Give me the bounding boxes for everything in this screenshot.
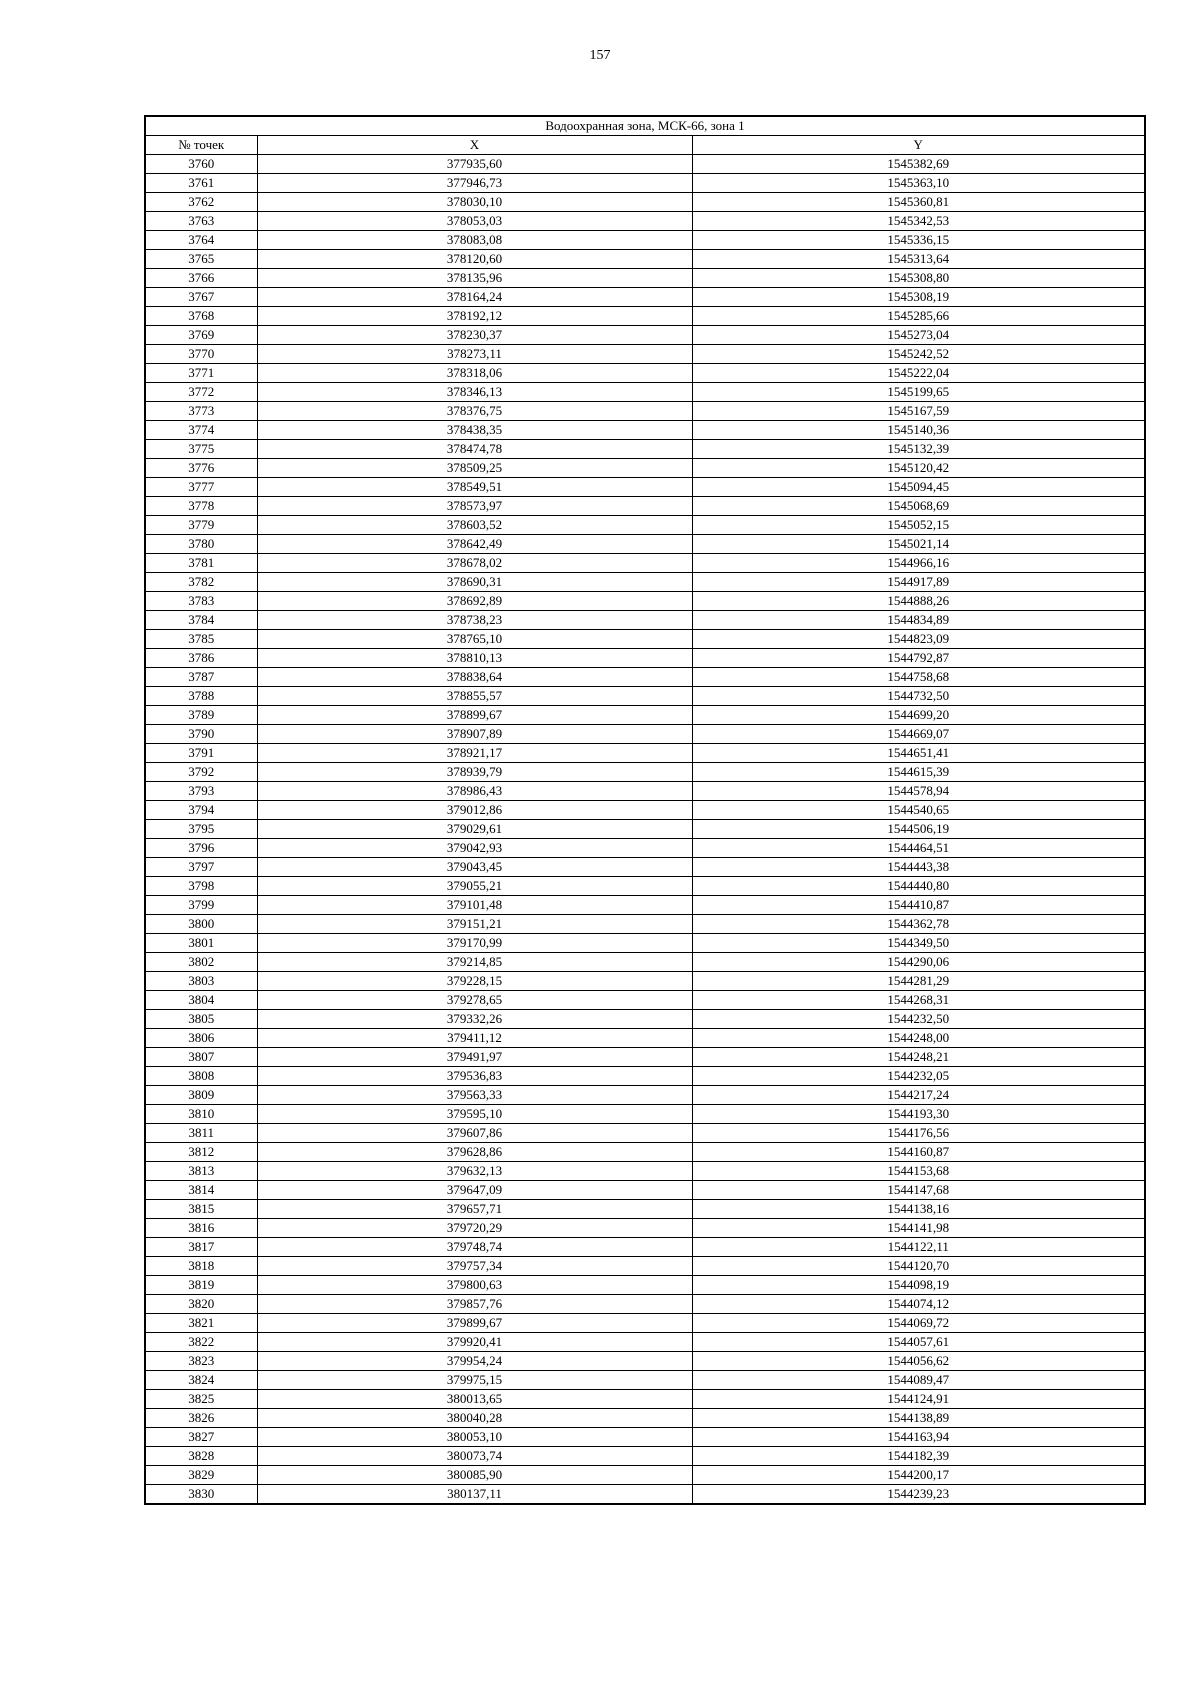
cell-y: 1545285,66 [692, 307, 1145, 326]
cell-point-number: 3816 [145, 1219, 257, 1238]
table-row [145, 877, 1145, 896]
table-row [145, 1219, 1145, 1238]
cell-x: 378838,64 [257, 668, 692, 687]
table-row [145, 573, 1145, 592]
page-number: 157 [589, 48, 611, 63]
cell-point-number: 3768 [145, 307, 257, 326]
cell-x: 379055,21 [257, 877, 692, 896]
cell-x: 377935,60 [257, 155, 692, 174]
cell-x: 378376,75 [257, 402, 692, 421]
cell-point-number: 3815 [145, 1200, 257, 1219]
cell-x: 379857,76 [257, 1295, 692, 1314]
cell-y: 1544232,50 [692, 1010, 1145, 1029]
table-row [145, 1238, 1145, 1257]
cell-x: 379954,24 [257, 1352, 692, 1371]
cell-point-number: 3772 [145, 383, 257, 402]
cell-y: 1544440,80 [692, 877, 1145, 896]
table-caption: Водоохранная зона, МСК-66, зона 1 [145, 116, 1145, 136]
cell-y: 1544268,31 [692, 991, 1145, 1010]
cell-point-number: 3800 [145, 915, 257, 934]
cell-y: 1544290,06 [692, 953, 1145, 972]
cell-x: 379647,09 [257, 1181, 692, 1200]
cell-point-number: 3811 [145, 1124, 257, 1143]
cell-point-number: 3806 [145, 1029, 257, 1048]
cell-x: 378164,24 [257, 288, 692, 307]
cell-y: 1545242,52 [692, 345, 1145, 364]
cell-point-number: 3794 [145, 801, 257, 820]
table-row [145, 744, 1145, 763]
cell-y: 1544089,47 [692, 1371, 1145, 1390]
cell-x: 379491,97 [257, 1048, 692, 1067]
cell-y: 1544074,12 [692, 1295, 1145, 1314]
cell-x: 378135,96 [257, 269, 692, 288]
cell-point-number: 3805 [145, 1010, 257, 1029]
table-row [145, 402, 1145, 421]
table-row [145, 288, 1145, 307]
cell-point-number: 3809 [145, 1086, 257, 1105]
cell-x: 379975,15 [257, 1371, 692, 1390]
cell-x: 379720,29 [257, 1219, 692, 1238]
table-row [145, 535, 1145, 554]
table-row [145, 1428, 1145, 1447]
cell-y: 1545132,39 [692, 440, 1145, 459]
table-header-row [145, 136, 1145, 155]
cell-x: 379043,45 [257, 858, 692, 877]
cell-point-number: 3822 [145, 1333, 257, 1352]
cell-point-number: 3828 [145, 1447, 257, 1466]
table-row [145, 1200, 1145, 1219]
cell-point-number: 3792 [145, 763, 257, 782]
cell-x: 379920,41 [257, 1333, 692, 1352]
table-row [145, 991, 1145, 1010]
cell-y: 1544834,89 [692, 611, 1145, 630]
table-row [145, 269, 1145, 288]
cell-point-number: 3775 [145, 440, 257, 459]
cell-y: 1544122,11 [692, 1238, 1145, 1257]
cell-point-number: 3776 [145, 459, 257, 478]
table-row [145, 421, 1145, 440]
table-row [145, 687, 1145, 706]
cell-y: 1545140,36 [692, 421, 1145, 440]
cell-y: 1544120,70 [692, 1257, 1145, 1276]
cell-y: 1545222,04 [692, 364, 1145, 383]
coordinates-table [144, 115, 1146, 1505]
cell-point-number: 3774 [145, 421, 257, 440]
cell-x: 377946,73 [257, 174, 692, 193]
cell-point-number: 3803 [145, 972, 257, 991]
cell-x: 378273,11 [257, 345, 692, 364]
column-header-x: X [257, 136, 692, 155]
table-row [145, 1295, 1145, 1314]
cell-x: 380040,28 [257, 1409, 692, 1428]
cell-point-number: 3801 [145, 934, 257, 953]
cell-point-number: 3825 [145, 1390, 257, 1409]
table-row [145, 516, 1145, 535]
cell-y: 1544506,19 [692, 820, 1145, 839]
cell-y: 1544056,62 [692, 1352, 1145, 1371]
cell-x: 380073,74 [257, 1447, 692, 1466]
table-row [145, 250, 1145, 269]
cell-point-number: 3789 [145, 706, 257, 725]
cell-point-number: 3823 [145, 1352, 257, 1371]
cell-point-number: 3793 [145, 782, 257, 801]
table-row [145, 934, 1145, 953]
table-row [145, 307, 1145, 326]
cell-y: 1544069,72 [692, 1314, 1145, 1333]
cell-x: 378692,89 [257, 592, 692, 611]
table-row [145, 174, 1145, 193]
cell-y: 1545342,53 [692, 212, 1145, 231]
cell-y: 1544410,87 [692, 896, 1145, 915]
cell-x: 378690,31 [257, 573, 692, 592]
cell-y: 1545308,80 [692, 269, 1145, 288]
cell-x: 378053,03 [257, 212, 692, 231]
table-row [145, 763, 1145, 782]
table-row [145, 820, 1145, 839]
cell-x: 380013,65 [257, 1390, 692, 1409]
column-header-point-number: № точек [145, 136, 257, 155]
cell-point-number: 3813 [145, 1162, 257, 1181]
table-row [145, 782, 1145, 801]
cell-point-number: 3769 [145, 326, 257, 345]
cell-x: 378642,49 [257, 535, 692, 554]
cell-x: 378986,43 [257, 782, 692, 801]
cell-x: 379607,86 [257, 1124, 692, 1143]
cell-point-number: 3817 [145, 1238, 257, 1257]
cell-x: 378120,60 [257, 250, 692, 269]
cell-y: 1544182,39 [692, 1447, 1145, 1466]
table-row [145, 212, 1145, 231]
cell-x: 378318,06 [257, 364, 692, 383]
table-row [145, 1485, 1145, 1505]
cell-y: 1545360,81 [692, 193, 1145, 212]
cell-point-number: 3773 [145, 402, 257, 421]
cell-x: 378939,79 [257, 763, 692, 782]
cell-x: 378855,57 [257, 687, 692, 706]
cell-y: 1544176,56 [692, 1124, 1145, 1143]
cell-y: 1544193,30 [692, 1105, 1145, 1124]
table-row [145, 1352, 1145, 1371]
cell-point-number: 3780 [145, 535, 257, 554]
cell-point-number: 3771 [145, 364, 257, 383]
table-row [145, 231, 1145, 250]
cell-point-number: 3829 [145, 1466, 257, 1485]
cell-point-number: 3762 [145, 193, 257, 212]
table-row [145, 1067, 1145, 1086]
cell-y: 1544464,51 [692, 839, 1145, 858]
cell-y: 1544699,20 [692, 706, 1145, 725]
cell-point-number: 3779 [145, 516, 257, 535]
cell-x: 379278,65 [257, 991, 692, 1010]
table-row [145, 1010, 1145, 1029]
cell-y: 1544248,21 [692, 1048, 1145, 1067]
table-row [145, 649, 1145, 668]
table-row [145, 1390, 1145, 1409]
table-row [145, 383, 1145, 402]
table-row [145, 668, 1145, 687]
cell-y: 1544732,50 [692, 687, 1145, 706]
cell-y: 1544917,89 [692, 573, 1145, 592]
cell-x: 379595,10 [257, 1105, 692, 1124]
cell-point-number: 3804 [145, 991, 257, 1010]
cell-point-number: 3821 [145, 1314, 257, 1333]
cell-y: 1544823,09 [692, 630, 1145, 649]
cell-x: 379332,26 [257, 1010, 692, 1029]
table-row [145, 1409, 1145, 1428]
table-row [145, 1162, 1145, 1181]
cell-y: 1544758,68 [692, 668, 1145, 687]
cell-y: 1545199,65 [692, 383, 1145, 402]
cell-point-number: 3796 [145, 839, 257, 858]
cell-x: 378573,97 [257, 497, 692, 516]
table-row [145, 915, 1145, 934]
cell-y: 1544232,05 [692, 1067, 1145, 1086]
cell-point-number: 3767 [145, 288, 257, 307]
cell-x: 378083,08 [257, 231, 692, 250]
cell-point-number: 3820 [145, 1295, 257, 1314]
cell-x: 379101,48 [257, 896, 692, 915]
cell-point-number: 3827 [145, 1428, 257, 1447]
table-row [145, 801, 1145, 820]
cell-x: 379151,21 [257, 915, 692, 934]
cell-point-number: 3808 [145, 1067, 257, 1086]
table-row [145, 1333, 1145, 1352]
cell-x: 379170,99 [257, 934, 692, 953]
cell-y: 1544443,38 [692, 858, 1145, 877]
cell-point-number: 3819 [145, 1276, 257, 1295]
table-row [145, 1314, 1145, 1333]
cell-y: 1544362,78 [692, 915, 1145, 934]
cell-y: 1544200,17 [692, 1466, 1145, 1485]
cell-point-number: 3824 [145, 1371, 257, 1390]
cell-x: 379632,13 [257, 1162, 692, 1181]
table-row [145, 1371, 1145, 1390]
cell-point-number: 3795 [145, 820, 257, 839]
cell-y: 1544888,26 [692, 592, 1145, 611]
table-row [145, 1447, 1145, 1466]
cell-point-number: 3818 [145, 1257, 257, 1276]
cell-point-number: 3770 [145, 345, 257, 364]
cell-x: 378678,02 [257, 554, 692, 573]
table-caption-row [145, 116, 1145, 136]
cell-y: 1545308,19 [692, 288, 1145, 307]
table-row [145, 1105, 1145, 1124]
cell-y: 1544349,50 [692, 934, 1145, 953]
cell-y: 1544141,98 [692, 1219, 1145, 1238]
cell-point-number: 3785 [145, 630, 257, 649]
cell-point-number: 3797 [145, 858, 257, 877]
table-row [145, 1257, 1145, 1276]
column-header-y: Y [692, 136, 1145, 155]
cell-x: 378765,10 [257, 630, 692, 649]
cell-point-number: 3782 [145, 573, 257, 592]
cell-point-number: 3783 [145, 592, 257, 611]
cell-y: 1544160,87 [692, 1143, 1145, 1162]
table-row [145, 630, 1145, 649]
table-row [145, 155, 1145, 174]
cell-y: 1545094,45 [692, 478, 1145, 497]
cell-y: 1544578,94 [692, 782, 1145, 801]
cell-y: 1544163,94 [692, 1428, 1145, 1447]
cell-x: 379214,85 [257, 953, 692, 972]
cell-x: 378738,23 [257, 611, 692, 630]
cell-point-number: 3777 [145, 478, 257, 497]
cell-x: 378438,35 [257, 421, 692, 440]
table-row [145, 554, 1145, 573]
cell-y: 1544217,24 [692, 1086, 1145, 1105]
cell-x: 378549,51 [257, 478, 692, 497]
cell-y: 1544248,00 [692, 1029, 1145, 1048]
cell-x: 380053,10 [257, 1428, 692, 1447]
cell-point-number: 3802 [145, 953, 257, 972]
cell-y: 1545273,04 [692, 326, 1145, 345]
cell-x: 379800,63 [257, 1276, 692, 1295]
table-row [145, 1466, 1145, 1485]
cell-x: 379012,86 [257, 801, 692, 820]
cell-x: 378474,78 [257, 440, 692, 459]
cell-point-number: 3781 [145, 554, 257, 573]
table-row [145, 1086, 1145, 1105]
cell-y: 1545382,69 [692, 155, 1145, 174]
cell-y: 1544124,91 [692, 1390, 1145, 1409]
cell-x: 379228,15 [257, 972, 692, 991]
cell-y: 1544239,23 [692, 1485, 1145, 1505]
cell-point-number: 3763 [145, 212, 257, 231]
cell-x: 378810,13 [257, 649, 692, 668]
table-row [145, 193, 1145, 212]
cell-y: 1544966,16 [692, 554, 1145, 573]
cell-y: 1544651,41 [692, 744, 1145, 763]
cell-x: 378230,37 [257, 326, 692, 345]
table-row [145, 478, 1145, 497]
cell-point-number: 3786 [145, 649, 257, 668]
cell-point-number: 3766 [145, 269, 257, 288]
cell-point-number: 3830 [145, 1485, 257, 1505]
cell-x: 379628,86 [257, 1143, 692, 1162]
table-row [145, 1048, 1145, 1067]
cell-y: 1545336,15 [692, 231, 1145, 250]
cell-x: 379748,74 [257, 1238, 692, 1257]
cell-x: 380137,11 [257, 1485, 692, 1505]
cell-x: 378921,17 [257, 744, 692, 763]
cell-x: 379536,83 [257, 1067, 692, 1086]
cell-y: 1545313,64 [692, 250, 1145, 269]
cell-y: 1545120,42 [692, 459, 1145, 478]
cell-x: 379042,93 [257, 839, 692, 858]
table-row [145, 706, 1145, 725]
cell-x: 378603,52 [257, 516, 692, 535]
table-row [145, 1143, 1145, 1162]
cell-point-number: 3761 [145, 174, 257, 193]
cell-y: 1544147,68 [692, 1181, 1145, 1200]
cell-y: 1544153,68 [692, 1162, 1145, 1181]
table-row [145, 345, 1145, 364]
cell-point-number: 3790 [145, 725, 257, 744]
cell-point-number: 3810 [145, 1105, 257, 1124]
cell-x: 379657,71 [257, 1200, 692, 1219]
cell-y: 1544281,29 [692, 972, 1145, 991]
cell-point-number: 3798 [145, 877, 257, 896]
cell-y: 1544540,65 [692, 801, 1145, 820]
cell-point-number: 3764 [145, 231, 257, 250]
table-row [145, 972, 1145, 991]
table-row [145, 1276, 1145, 1295]
table-row [145, 364, 1145, 383]
cell-x: 378899,67 [257, 706, 692, 725]
cell-y: 1544098,19 [692, 1276, 1145, 1295]
cell-point-number: 3799 [145, 896, 257, 915]
cell-x: 379757,34 [257, 1257, 692, 1276]
cell-point-number: 3814 [145, 1181, 257, 1200]
cell-y: 1544669,07 [692, 725, 1145, 744]
table-row [145, 592, 1145, 611]
cell-x: 378192,12 [257, 307, 692, 326]
cell-y: 1545167,59 [692, 402, 1145, 421]
cell-point-number: 3765 [145, 250, 257, 269]
table-row [145, 326, 1145, 345]
cell-y: 1545068,69 [692, 497, 1145, 516]
table-row [145, 611, 1145, 630]
table-row [145, 1181, 1145, 1200]
cell-point-number: 3812 [145, 1143, 257, 1162]
cell-x: 379029,61 [257, 820, 692, 839]
cell-y: 1544138,89 [692, 1409, 1145, 1428]
table-row [145, 953, 1145, 972]
cell-x: 378346,13 [257, 383, 692, 402]
cell-y: 1545021,14 [692, 535, 1145, 554]
cell-point-number: 3760 [145, 155, 257, 174]
cell-x: 378907,89 [257, 725, 692, 744]
table-row [145, 839, 1145, 858]
table-row [145, 725, 1145, 744]
cell-x: 378030,10 [257, 193, 692, 212]
table-row [145, 459, 1145, 478]
cell-y: 1544138,16 [692, 1200, 1145, 1219]
cell-y: 1544057,61 [692, 1333, 1145, 1352]
table-body [145, 155, 1145, 1505]
table-row [145, 1029, 1145, 1048]
cell-x: 379563,33 [257, 1086, 692, 1105]
table-row [145, 1124, 1145, 1143]
table-row [145, 858, 1145, 877]
cell-y: 1545363,10 [692, 174, 1145, 193]
table-row [145, 896, 1145, 915]
cell-x: 379899,67 [257, 1314, 692, 1333]
cell-point-number: 3791 [145, 744, 257, 763]
table-row [145, 497, 1145, 516]
cell-point-number: 3807 [145, 1048, 257, 1067]
cell-x: 380085,90 [257, 1466, 692, 1485]
cell-point-number: 3826 [145, 1409, 257, 1428]
cell-y: 1544615,39 [692, 763, 1145, 782]
cell-x: 379411,12 [257, 1029, 692, 1048]
cell-y: 1544792,87 [692, 649, 1145, 668]
cell-point-number: 3784 [145, 611, 257, 630]
cell-x: 378509,25 [257, 459, 692, 478]
cell-point-number: 3778 [145, 497, 257, 516]
cell-y: 1545052,15 [692, 516, 1145, 535]
table-row [145, 440, 1145, 459]
cell-point-number: 3788 [145, 687, 257, 706]
cell-point-number: 3787 [145, 668, 257, 687]
